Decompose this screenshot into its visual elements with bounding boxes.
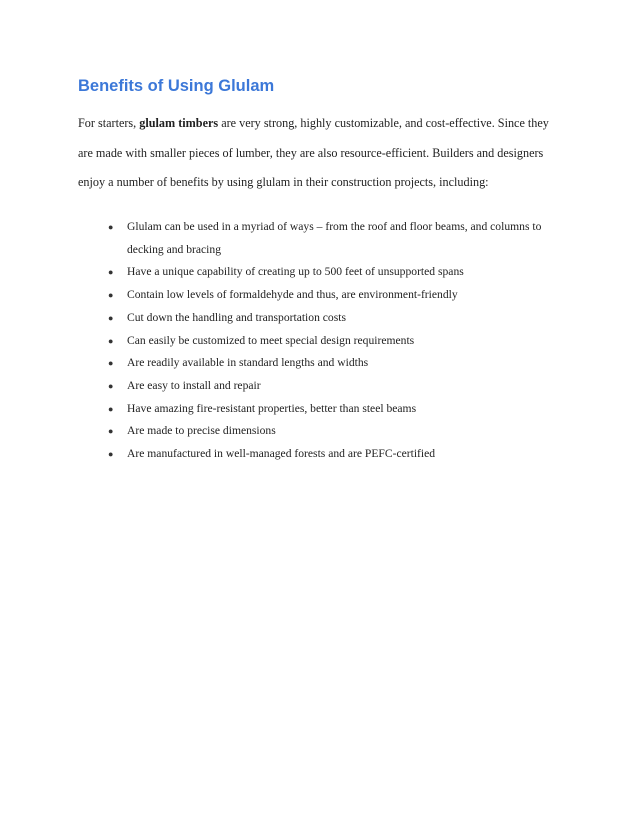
- list-item-line: Glulam can be used in a myriad of ways – from the roof and floor beams, and columns to: [127, 220, 542, 233]
- bullet-icon: ●: [108, 358, 114, 369]
- list-item-text: Are easy to install and repair: [127, 378, 261, 392]
- list-item: [108, 420, 541, 443]
- list-item-text: Contain low levels of formaldehyde and thus, are environment-friendly: [127, 288, 458, 302]
- bullet-icon: ●: [108, 380, 114, 391]
- list-item-text: Are manufactured in well-managed forests and are PEFC-certified: [127, 447, 436, 461]
- bullet-icon: ●: [108, 449, 114, 460]
- list-item-text: Are readily available in standard lengths and widths: [127, 356, 369, 370]
- list-item: [108, 352, 541, 375]
- intro-paragraph: [78, 113, 578, 202]
- bullet-icon: ●: [108, 335, 114, 346]
- list-item-text: Are made to precise dimensions: [127, 424, 276, 438]
- benefits-list: [108, 216, 541, 466]
- list-item-text: Have a unique capability of creating up to 500 feet of unsupported spans: [127, 265, 464, 279]
- intro-text: For starters,: [78, 116, 140, 130]
- list-item: [108, 375, 541, 398]
- list-item: [108, 307, 541, 330]
- bullet-icon: ●: [108, 426, 114, 437]
- list-item: [108, 284, 541, 307]
- list-item-text: [127, 216, 541, 261]
- list-item: [108, 398, 541, 421]
- list-item-text: Cut down the handling and transportation costs: [127, 310, 346, 324]
- list-item: [108, 261, 541, 284]
- intro-line-1: [78, 113, 578, 143]
- bullet-icon: ●: [108, 290, 114, 301]
- bullet-icon: ●: [108, 312, 114, 323]
- intro-line-3: enjoy a number of benefits by using glulam in their construction projects, including:: [78, 175, 489, 189]
- list-item: [108, 443, 541, 466]
- list-item-line: decking and bracing: [127, 242, 222, 256]
- bullet-icon: ●: [108, 222, 114, 232]
- intro-line-2: are made with smaller pieces of lumber, they are also resource-efficient. Builders and designers: [78, 145, 544, 160]
- intro-bold-term: glulam timbers: [139, 116, 219, 130]
- list-item: [108, 330, 541, 353]
- list-item: [108, 216, 541, 261]
- bullet-icon: ●: [108, 403, 114, 414]
- section-heading: Benefits of Using Glulam: [78, 77, 275, 95]
- bullet-icon: ●: [108, 267, 114, 278]
- list-item-text: Have amazing fire-resistant properties, better than steel beams: [127, 401, 417, 415]
- list-item-text: Can easily be customized to meet special design requirements: [127, 333, 415, 347]
- intro-text: are very strong, highly customizable, and cost-effective. Since they: [218, 116, 549, 130]
